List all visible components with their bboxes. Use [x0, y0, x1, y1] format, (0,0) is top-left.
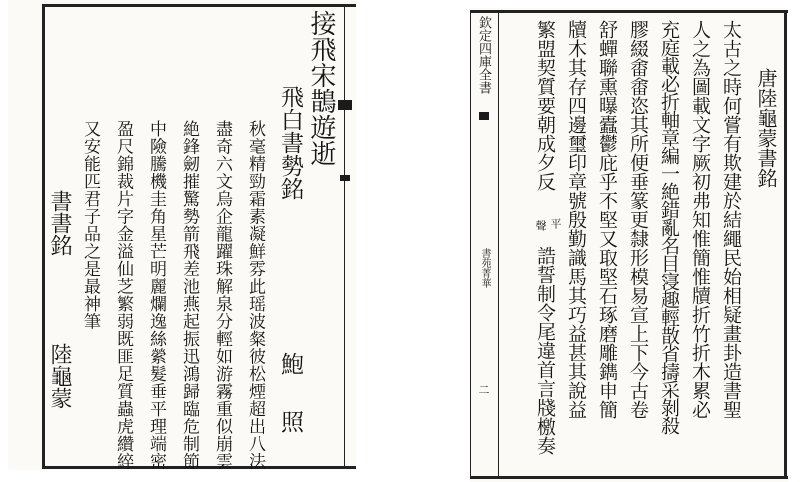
text-column: 舒蟬聯熏曝蠹鬱庇乎不堅又取堅石琢磨雕鐫申簡 — [596, 20, 618, 419]
text-column: 盈尺錦裁片字金溢仙芝繁弱既匪足質蟲虎纘綷 — [113, 120, 133, 470]
left-page — [8, 0, 356, 470]
book-title: 接飛宋鵲遊逝 — [306, 10, 336, 166]
next-author-name: 陸龜蒙 — [47, 343, 72, 409]
margin-text: 欽定四庫全書 — [476, 16, 491, 94]
text-column: 秋毫精勁霜素凝鮮雰此瑶波粲彼松煙超出八法 — [245, 120, 265, 470]
text-column: 膠綴畬畬恣其所便垂篆更隸形模易宣上下今古卷 — [627, 20, 649, 419]
text-column: 又安能匹君子品之是最神筆 — [80, 120, 100, 330]
right-page — [470, 8, 788, 482]
lower-margin-text: 書苑菁華 — [479, 248, 490, 288]
bottom-border — [470, 476, 788, 479]
fold-mark — [340, 175, 350, 181]
fish-tail-mark — [479, 112, 489, 120]
left-border — [42, 4, 45, 468]
left-border — [470, 10, 471, 476]
gutter-line — [344, 4, 345, 468]
text-column: 誥誓制令尾違首言牋檄奏 — [534, 246, 556, 455]
annotation-note: 聲 — [534, 220, 547, 231]
text-column: 繁盟契質要朝成夕反 — [534, 20, 556, 191]
top-border — [470, 10, 788, 13]
top-border — [42, 4, 356, 7]
next-section-title: 書書銘 — [47, 190, 72, 256]
author-name: 鮑 照 — [277, 352, 303, 439]
text-column: 充庭載必折軸章編一絶錯亂名目寖趣輕㪚省擣采剝殺 — [658, 20, 680, 434]
margin-rule — [498, 10, 499, 476]
text-column: 人之為圖載文字厥初弗知惟簡惟牘折竹折木累必 — [689, 20, 711, 419]
page-number: 二 — [477, 384, 490, 395]
text-column: 絶鋒劒摧驚勢箭飛差池燕起振迅鴻歸臨危制節 — [179, 120, 199, 470]
annotation-note: 平 — [549, 218, 562, 229]
text-column: 盡奇六文烏企龍躍珠解泉分輕如游霧重似崩雲 — [212, 120, 232, 470]
text-column: 牘木其存四邊璽印章號殷勤識馬其巧益甚其說益 — [565, 20, 587, 419]
bottom-border — [42, 466, 356, 469]
page-title: 唐陸龜蒙書銘 — [754, 68, 778, 188]
section-title: 飛白書勢銘 — [277, 85, 303, 200]
fold-mark — [338, 100, 352, 110]
text-column: 中險騰機圭角星芒明麗爛逸絲縈髮垂平理端密 — [146, 120, 166, 470]
text-column: 太古之時何嘗有欺建於結繩民始相疑畫卦造書聖 — [720, 20, 742, 419]
right-border — [784, 10, 787, 476]
